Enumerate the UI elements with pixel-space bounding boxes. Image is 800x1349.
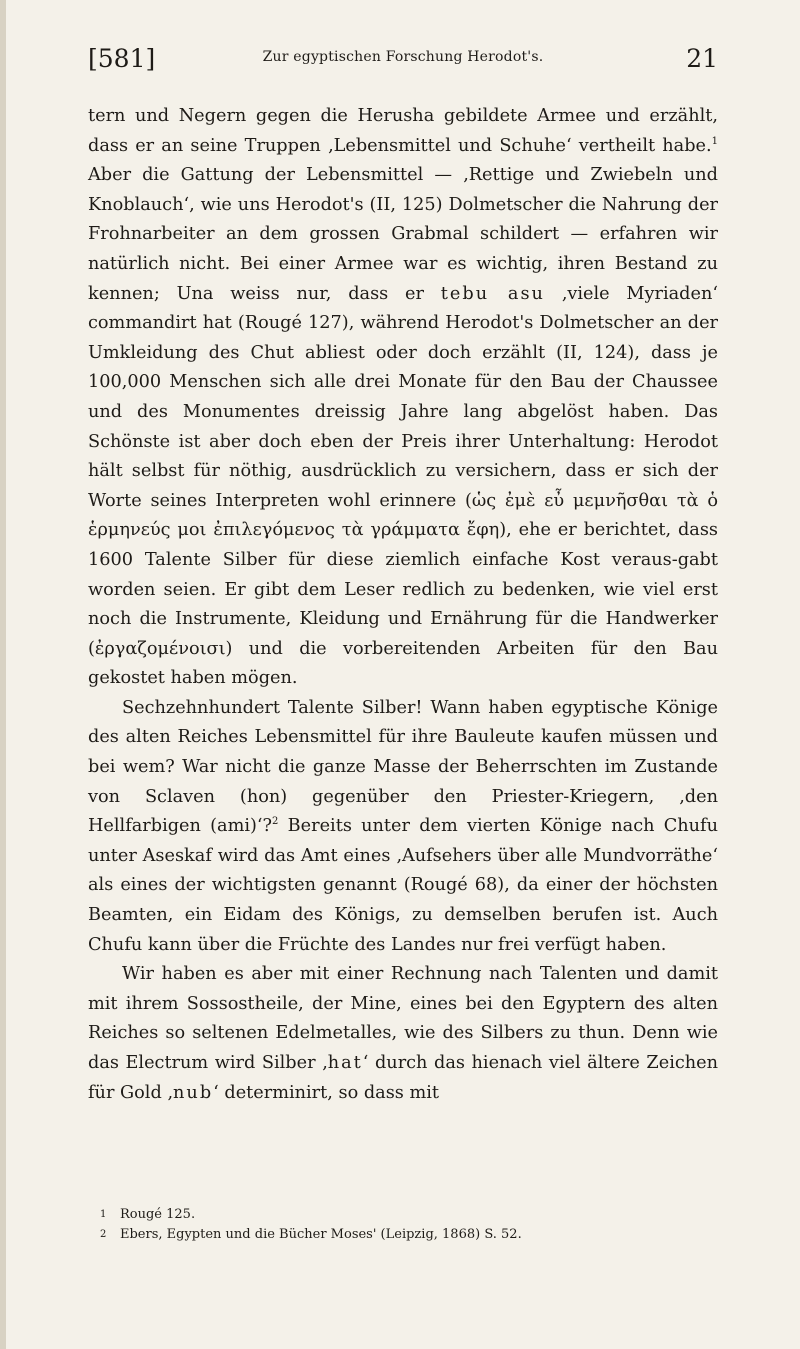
- footnote-ref-2: 2: [272, 816, 279, 828]
- footnote: [100, 1225, 710, 1245]
- footnote-marker: 2: [100, 1229, 107, 1240]
- running-title: Zur egyptischen Forschung Herodot's.: [262, 49, 544, 65]
- footnote-text: Rougé 125.: [120, 1207, 196, 1222]
- footnote: [100, 1205, 710, 1225]
- footnotes: [100, 1205, 710, 1245]
- spaced-term-tebu-asu: tebu asu: [440, 283, 545, 304]
- page-header: [88, 44, 718, 84]
- footnote-text: Ebers, Egypten und die Bücher Moses' (Leipzig, 1868) S. 52.: [120, 1227, 522, 1242]
- paragraph-2: Sechzehnhundert Talente Silber! Wann haben egyptische Könige des alten Reiches Lebensmittel für ihre Bauleute kaufen müssen und bei wem? War nicht die ganze Masse der Beherrschten im Zustande von Sclaven (hon) gegenüber den Priester-Kriegern, ‚den Hellfarbigen (ami)‘?$^2$ Bereits unter dem vierten Könige nach Chufu unter Aseskaf wird das Amt eines ‚Aufsehers über alle Mundvorräthe‘ als eines der wichtigsten genannt (Rougé 68), da einer der höchsten Beamten, ein Eidam des Königs, zu demselben berufen ist. Auch Chufu kann über die Früchte des Landes nur frei verfügt haben.: [88, 697, 718, 955]
- footnote-ref-1: 1: [711, 135, 718, 147]
- bracket-page-number: [581]: [88, 44, 156, 73]
- footnote-marker: 1: [100, 1209, 107, 1220]
- page-number: 21: [686, 44, 718, 73]
- paragraph-1: tern und Negern gegen die Herusha gebildete Armee und erzählt, dass er an seine Truppen ‚Lebensmittel und Schuhe‘ vertheilt habe.$^1$ Aber die Gattung der Lebensmittel — ‚Rettige und Zwiebeln und Knoblauch‘, wie uns Herodot's (II, 125) Dolmetscher die Nahrung der Frohnarbeiter an dem grossen Grabmal schildert — erfahren wir natürlich nicht. Bei einer Armee war es wichtig, ihren Bestand zu kennen; Una weiss nur, dass er tebu asu ‚viele Myriaden‘ commandirt hat (Rougé 127), während Herodot's Dolmetscher an der Umkleidung des Chut abliest oder doch erzählt (II, 124), dass je 100,000 Menschen sich alle drei Monate für den Bau der Chaussee und des Monumentes dreissig Jahre lang abgelöst haben. Das Schönste ist aber doch eben der Preis ihrer Unterhaltung: Herodot hält selbst für nöthig, ausdrücklich zu versichern, dass er sich der Worte seines Interpreten wohl erinnere (ὡς ἐμὲ εὖ μεμνῆσθαι τὰ ὁ ἑρμηνεύς μοι ἐπιλεγόμενος τὰ γράμματα ἔφη), ehe er berichtet, dass 1600 Talente Silber für diese ziemlich einfache Kost veraus-gabt worden seien. Er gibt dem Leser redlich zu bedenken, wie viel erst noch die Instrumente, Kleidung und Ernährung für die Handwerker (ἐργαζομένοισι) und die vorbereitenden Arbeiten für den Bau gekostet haben mögen.: [88, 106, 718, 689]
- paragraph-3: Wir haben es aber mit einer Rechnung nach Talenten und damit mit ihrem Sossostheile, der Mine, eines bei den Egyptern des alten Reiches so seltenen Edelmetalles, wie des Silbers zu thun. Denn wie das Electrum wird Silber ‚hat‘ durch das hienach viel ältere Zeichen für Gold ‚nub‘ determinirt, so dass mit: [88, 964, 719, 1103]
- page-edge: [0, 0, 6, 1349]
- spaced-term-hat: hat: [327, 1053, 363, 1073]
- spaced-term-nub: nub: [173, 1082, 214, 1103]
- body-text: [88, 102, 718, 1108]
